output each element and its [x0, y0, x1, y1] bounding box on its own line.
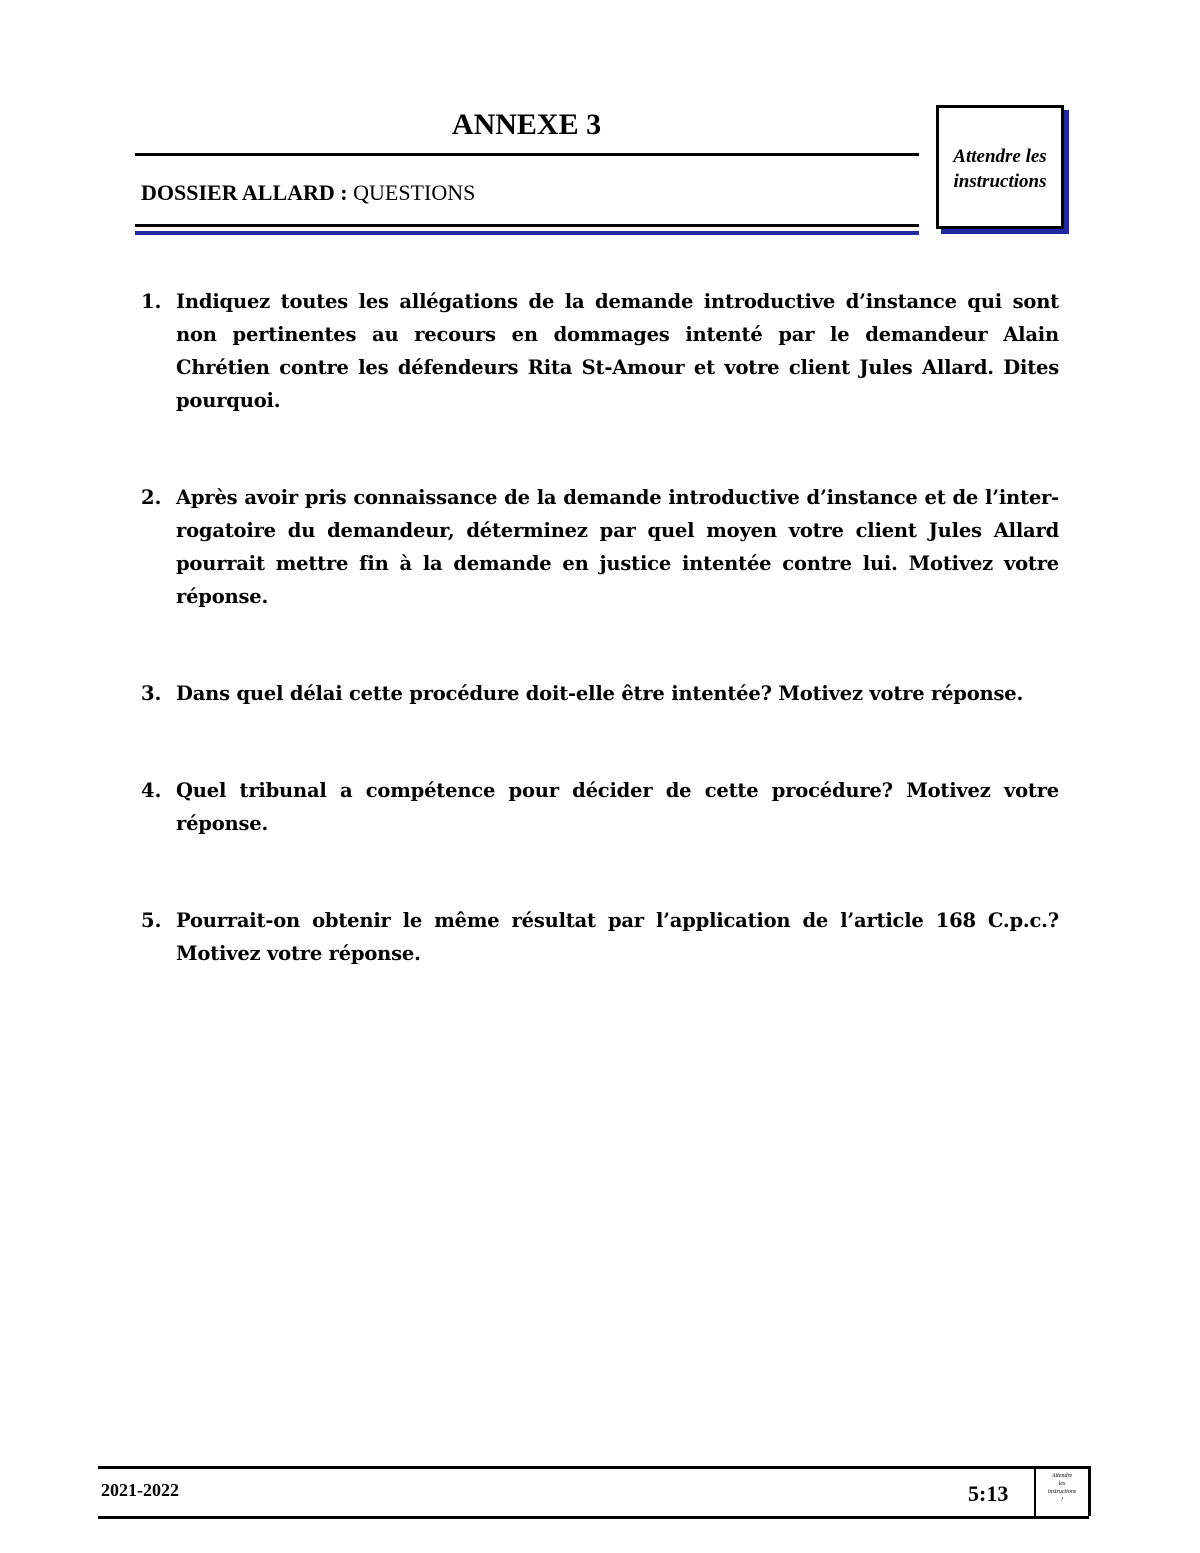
header-rule [135, 153, 919, 156]
footer-page-number: 5:13 [968, 1481, 1009, 1506]
footer-box-line-2: les [1058, 1481, 1066, 1487]
question-item [141, 677, 1059, 710]
instruction-box [936, 105, 1064, 229]
heading-rule-blue [135, 231, 919, 235]
heading-rule-black [135, 224, 919, 227]
dossier-heading-bold: DOSSIER ALLARD : [141, 180, 348, 205]
footer-box-line-3: instructions [1047, 1489, 1077, 1495]
question-number: 5. [141, 909, 162, 932]
footer-top-rule [98, 1466, 1089, 1469]
question-text: Indiquez toutes les allégations de la demande introductive d’instance qui sont non pertinentes au recours en dommages intenté par le demandeur Alain Chrétien contre les défendeurs Rita St-Amour et votre client Jules Allard. Dites pourquoi. [176, 290, 1059, 412]
dossier-heading-rest: QUESTIONS [347, 180, 476, 205]
annexe-title: ANNEXE 3 [451, 108, 602, 141]
question-item [141, 774, 1059, 840]
footer-box-line-1: Attendre [1051, 1473, 1073, 1479]
question-item [141, 285, 1059, 417]
question-text: Pourrait-on obtenir le même résultat par l’application de l’article 168 C.p.c.? Motivez votre réponse. [176, 909, 1059, 965]
question-text: Dans quel délai cette procédure doit-elle être intentée? Motivez votre réponse. [176, 682, 1024, 705]
question-number: 3. [141, 682, 162, 705]
question-text: Quel tribunal a compétence pour décider de cette procédure? Motivez votre réponse. [176, 779, 1059, 835]
footer-bottom-rule [98, 1516, 1089, 1519]
question-text: Après avoir pris connaissance de la demande introductive d’instance et de l’inter-rogatoire du demandeur, déterminez par quel moyen votre client Jules Allard pourrait mettre fin à la demande en justice intentée contre lui. Motivez votre réponse. [176, 486, 1059, 608]
question-item [141, 904, 1059, 970]
dossier-heading [141, 180, 475, 206]
question-number: 4. [141, 779, 162, 802]
question-list [141, 285, 1059, 970]
question-item [141, 481, 1059, 613]
footer-box-line-4: ! [1061, 1497, 1063, 1503]
footer-year: 2021-2022 [101, 1480, 179, 1500]
footer-instruction-box [1034, 1466, 1091, 1516]
instruction-line-2: instructions [953, 171, 1047, 192]
footer-box-text [1036, 1472, 1088, 1504]
instruction-line-1: Attendre les [953, 146, 1047, 167]
question-number: 1. [141, 290, 162, 313]
instruction-text [939, 144, 1061, 194]
question-number: 2. [141, 486, 162, 509]
